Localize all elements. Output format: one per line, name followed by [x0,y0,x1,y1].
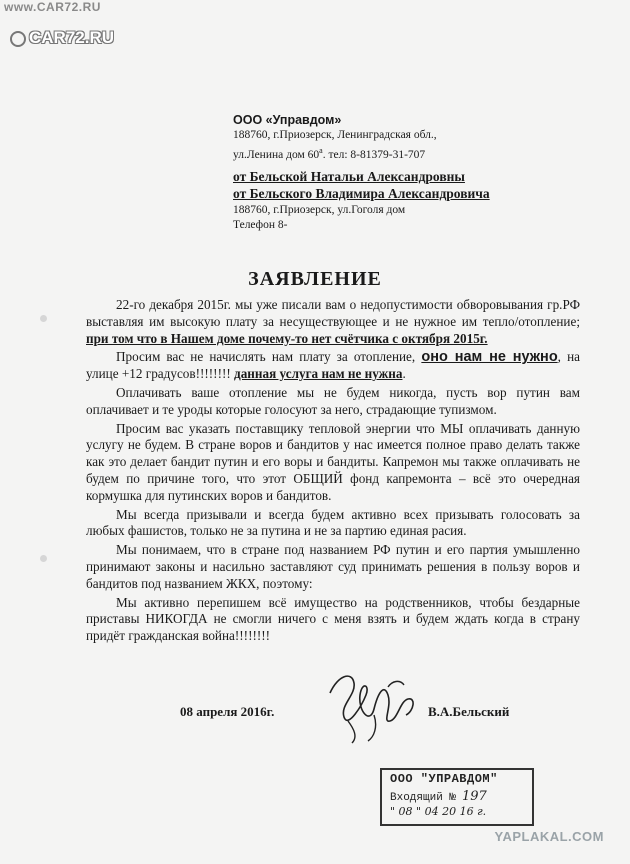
paragraph: 22-го декабря 2015г. мы уже писали вам о недопустимости обворовывания гр.РФ выставляя им высокую плату за несуществующее и не нужное им тепло/отопление; при том что в Нашем доме почему-то нет счётчика с октября 2015г. [86,297,580,346]
recipient-address-line1: 188760, г.Приозерск, Ленинградская обл., [233,129,437,141]
car-icon [10,31,26,47]
emphasis-text: данная услуга нам не нужна [234,366,403,382]
sender-address-block [233,203,405,233]
stamp-org: ООО "УПРАВДОМ" [390,772,498,786]
paragraph: Мы активно перепишем всё имущество на родственников, чтобы бездарные приставы НИКОГДА не смогли ничего с меня взять и будем ждать когда в страну придёт гражданская война!!!!!!!! [86,594,580,644]
recipient-address-line2: ул.Ленина дом $60^а$. тел: 8-81379-31-707 [233,146,426,161]
paragraph: Просим вас не начислять нам плату за отопление, оно нам не нужно, на улице +12 градусов!!!!!!!! данная услуга нам не нужна. [86,349,581,382]
recipient-org: ООО «Управдом» [233,113,342,127]
paragraph: Просим вас указать поставщику тепловой энергии что МЫ оплачивать данную услугу не будем. В стране воров и бандитов у нас имеется полное право делать также как это делает бандит путин и его воры и бандиты. Капремон мы также оплачивать не будем по причине того, что этот ОБЩИЙ фонд капремонта – всё это очередная кормушка для путинских воров и бандитов. [86,420,580,503]
recipient-block [233,113,437,163]
paragraph: Оплачивать ваше отопление мы не будем никогда, пусть вор путин вам оплачивает и те уроды которые голосуют за него, страдающие тупизмом. [86,384,580,417]
sender-name-1: от Бельской Натальи Александровны [233,169,465,184]
punch-hole-mark [40,555,47,562]
punch-hole-mark [40,315,47,322]
sender-name-2: от Бельского Владимира Александровича [233,186,490,201]
watermark-bottom: YAPLAKAL.COM [494,829,604,844]
watermark-logo [10,28,114,48]
handwritten-signature [318,665,428,745]
watermark-logo-text: CAR72.RU [29,28,115,47]
document-title: ЗАЯВЛЕНИЕ [248,268,382,290]
paragraph: Мы понимаем, что в стране под названием РФ путин и его партия умышленно принимают законы и насильно заставляют суд принимать решения в пользу воров и бандитов под названием ЖКХ, поэтому: [86,542,580,591]
document-body [86,297,580,647]
stamp-incoming: Входящий № 197 [390,789,487,804]
paragraph: Мы всегда призывали и всегда будем активно всех призывать голосовать за любых фашистов, только не за путина и не за партию единая расия. [86,506,580,539]
document-date: 08 апреля 2016г. [180,704,275,719]
stamp-date: " 08 " 04 20 16 г. [390,805,487,818]
incoming-stamp [380,768,534,826]
watermark-url: www.CAR72.RU [4,0,101,14]
emphasis-text: оно нам не нужно [421,349,558,366]
sender-phone: Телефон 8- [233,219,288,231]
emphasis-text: при том что в Нашем доме почему-то нет счётчика с октября 2015г. [86,330,488,346]
sender-address: 188760, г.Приозерск, ул.Гоголя дом [233,204,406,216]
signer-name: В.А.Бельский [428,704,510,719]
stamp-number: 197 [462,789,487,804]
